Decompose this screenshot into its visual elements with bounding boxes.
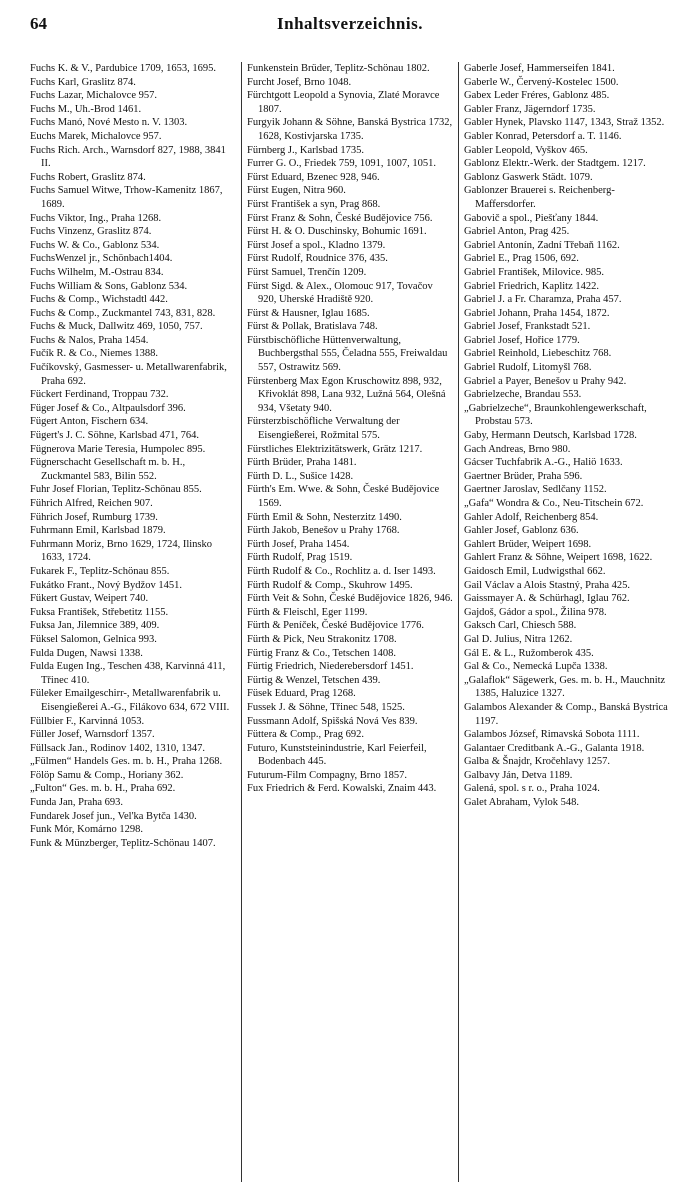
- index-entry: Fürst Sigd. & Alex., Olomouc 917, Tovačov 920, Uherské Hradiště 920.: [247, 280, 433, 306]
- index-entry: Fuchs & Comp., Zuckmantel 743, 831, 828.: [30, 307, 216, 319]
- index-entry: Gablonzer Brauerei s. Reichenberg-Maffersdorfer.: [464, 185, 615, 210]
- index-entry: Fuchs M., Uh.-Brod 1461.: [30, 103, 142, 115]
- index-entry: Gabriel Rudolf, Litomyšl 768.: [464, 362, 592, 374]
- index-entry: Fürtig Friedrich, Niederebersdorf 1451.: [247, 661, 414, 673]
- index-entry: Gabovič a spol., Piešťany 1844.: [464, 212, 599, 224]
- index-entry: Fuksa František, Střebetitz 1155.: [30, 606, 169, 618]
- index-entry: Fürst & Hausner, Iglau 1685.: [247, 307, 370, 319]
- index-entry: Fückert Ferdinand, Troppau 732.: [30, 389, 169, 401]
- index-entry: Gabriel Johann, Praha 1454, 1872.: [464, 307, 610, 319]
- index-entry: Fürst Josef a spol., Kladno 1379.: [247, 239, 386, 251]
- index-entry: Fuchs & Nalos, Praha 1454.: [30, 334, 149, 346]
- index-entry: Fuchs & Comp., Wichstadtl 442.: [30, 294, 168, 306]
- index-entry: „Galaflok“ Sägewerk, Ges. m. b. H., Mauchnitz 1385, Haluzice 1327.: [464, 674, 666, 700]
- index-entry: Fuchs Samuel Witwe, Trhow-Kamenitz 1867, 1689.: [30, 185, 223, 210]
- index-entry: Gácser Tuchfabrik A.-G., Haliö 1633.: [464, 457, 623, 469]
- index-entry: Fürth Jakob, Benešov u Prahy 1768.: [247, 525, 400, 537]
- index-entry: Funk & Münzberger, Teplitz-Schönau 1407.: [30, 837, 216, 849]
- index-entry: Fürth Brüder, Praha 1481.: [247, 457, 357, 469]
- index-entry: Galantaer Creditbank A.-G., Galanta 1918.: [464, 742, 645, 754]
- index-entry: Fundarek Josef jun., Vel'ka Bytča 1430.: [30, 810, 197, 822]
- index-entry: Gahlert Franz & Söhne, Weipert 1698, 1622.: [464, 552, 653, 564]
- index-entry: Gaby, Hermann Deutsch, Karlsbad 1728.: [464, 430, 637, 442]
- index-entry: Funk Mór, Komárno 1298.: [30, 824, 144, 836]
- index-entry: Fügert's J. C. Söhne, Karlsbad 471, 764.: [30, 430, 200, 442]
- index-entry: Gabler Hynek, Plavsko 1147, 1343, Straž 1352.: [464, 117, 665, 129]
- index-entry: Fussek J. & Söhne, Třinec 548, 1525.: [247, 701, 405, 713]
- index-entry: Fuchs Karl, Graslitz 874.: [30, 76, 136, 88]
- index-entry: Fuchs & Muck, Dallwitz 469, 1050, 757.: [30, 321, 203, 333]
- index-entry: Fürth Veit & Sohn, České Budějovice 1826, 946.: [247, 593, 453, 605]
- index-entry: Fürth Rudolf & Comp., Skuhrow 1495.: [247, 579, 413, 591]
- index-column-1: [30, 62, 236, 1182]
- index-entry: Gail Václav a Alois Stastný, Praha 425.: [464, 579, 631, 591]
- index-entry: Fürth & Pick, Neu Strakonitz 1708.: [247, 633, 397, 645]
- index-entry: Fürst Eduard, Bzenec 928, 946.: [247, 171, 380, 183]
- index-entry: Fürth Rudolf, Prag 1519.: [247, 552, 353, 564]
- index-entry: Füger Josef & Co., Altpaulsdorf 396.: [30, 402, 186, 414]
- index-entry: Fuchs Lazar, Michalovce 957.: [30, 90, 157, 102]
- index-entry: Fuchs Wilhelm, M.-Ostrau 834.: [30, 266, 164, 278]
- index-entry: Fuchs Robert, Graslitz 874.: [30, 171, 146, 183]
- index-entry: Galbavy Ján, Detva 1189.: [464, 769, 573, 781]
- index-entry: Fükert Gustav, Weipert 740.: [30, 593, 149, 605]
- index-entry: Gabrielzeche, Brandau 553.: [464, 389, 582, 401]
- column-divider: [241, 62, 242, 1182]
- index-entry: Gabriel Anton, Prag 425.: [464, 226, 570, 238]
- index-entry: Fürstenberg Max Egon Kruschowitz 898, 932, Křivoklát 898, Lana 932, Lužná 564, Olešná 934, Všetaty 940.: [247, 375, 446, 414]
- index-entry: Fürnberg J., Karlsbad 1735.: [247, 144, 365, 156]
- index-column-2: [247, 62, 453, 1182]
- index-entry: FuchsWenzel jr., Schönbach1404.: [30, 253, 173, 265]
- index-entry: Fulda Eugen Ing., Teschen 438, Karvinná 411, Třinec 410.: [30, 661, 226, 686]
- index-entry: Fürtig & Wenzel, Tetschen 439.: [247, 674, 381, 686]
- index-entry: Fürth & Fleischl, Eger 1199.: [247, 606, 368, 618]
- index-entry: Fürtig Franz & Co., Tetschen 1408.: [247, 647, 396, 659]
- index-entry: Gaberle W., Červený-Kostelec 1500.: [464, 76, 619, 88]
- index-entry: Fux Friedrich & Ferd. Kowalski, Znaim 443.: [247, 783, 437, 795]
- index-entry: Fuchs Manó, Nové Mesto n. V. 1303.: [30, 117, 188, 129]
- index-entry: Fučíkovský, Gasmesser- u. Metallwarenfabrik, Praha 692.: [30, 362, 227, 387]
- index-entry: „Fülmen“ Handels Ges. m. b. H., Praha 1268.: [30, 756, 223, 768]
- index-entry: Fukarek F., Teplitz-Schönau 855.: [30, 565, 170, 577]
- index-entry: Fürchtgott Leopold a Synovia, Zlaté Moravce 1807.: [247, 90, 440, 115]
- index-entry: Gal & Co., Nemecká Lupča 1338.: [464, 661, 608, 673]
- index-entry: Fürth's Em. Wwe. & Sohn, České Budějovice 1569.: [247, 484, 440, 509]
- index-entry: Führich Josef, Rumburg 1739.: [30, 511, 158, 523]
- index-entry: Futuro, Kunststeinindustrie, Karl Feierfeil, Bodenbach 445.: [247, 742, 427, 768]
- index-entry: Gabriel Josef, Hořice 1779.: [464, 334, 580, 346]
- index-entry: Futurum-Film Compagny, Brno 1857.: [247, 769, 408, 781]
- index-entry: Gabriel Reinhold, Liebeschitz 768.: [464, 348, 612, 360]
- column-divider: [458, 62, 459, 1182]
- page-number: 64: [30, 14, 47, 33]
- index-entry: Furcht Josef, Brno 1048.: [247, 76, 352, 88]
- index-entry: Gabler Konrad, Petersdorf a. T. 1146.: [464, 130, 622, 142]
- index-entry: Fuchs K. & V., Pardubice 1709, 1653, 1695.: [30, 63, 216, 74]
- index-entry: „Fulton“ Ges. m. b. H., Praha 692.: [30, 783, 176, 795]
- index-entry: Gablonz Gaswerk Städt. 1079.: [464, 171, 593, 183]
- index-entry: Gahlert Brüder, Weipert 1698.: [464, 538, 592, 550]
- index-entry: Gabriel J. a Fr. Charamza, Praha 457.: [464, 294, 622, 306]
- index-entry: Führich Alfred, Reichen 907.: [30, 498, 153, 509]
- index-entry: Euchs Marek, Michalovce 957.: [30, 130, 162, 142]
- index-entry: Gaidosch Emil, Ludwigsthal 662.: [464, 565, 606, 577]
- index-entry: Gabriel František, Milovice. 985.: [464, 266, 604, 278]
- index-columns: [30, 62, 670, 1182]
- index-entry: Furgyik Johann & Söhne, Banská Bystrica 1732, 1628, Kostivjarska 1735.: [247, 117, 453, 142]
- index-entry: Fürst Samuel, Trenčín 1209.: [247, 266, 367, 278]
- index-entry: Fulda Dugen, Nawsi 1338.: [30, 647, 143, 659]
- index-entry: Füttera & Comp., Prag 692.: [247, 729, 364, 741]
- index-column-3: [464, 62, 670, 1182]
- index-entry: Gaissmayer A. & Schürhagl, Iglau 762.: [464, 593, 630, 605]
- index-entry: Fürth & Peníček, České Budějovice 1776.: [247, 620, 425, 632]
- index-entry: Galba & Šnajdr, Kročehlavy 1257.: [464, 756, 610, 768]
- index-entry: Fuchs Viktor, Ing., Praha 1268.: [30, 212, 162, 224]
- index-entry: Füleker Emailgeschirr-, Metallwarenfabrik u. Eisengießerei A.-G., Filákovo 634, 672 VIII.: [30, 688, 230, 713]
- index-entry: Fürst Eugen, Nitra 960.: [247, 185, 346, 197]
- page-title: Inhaltsverzeichnis.: [277, 14, 423, 33]
- index-entry: Fuchs William & Sons, Gablonz 534.: [30, 280, 188, 292]
- index-entry: Gabriel E., Prag 1506, 692.: [464, 253, 579, 265]
- index-entry: Gahler Josef, Gablonz 636.: [464, 525, 579, 537]
- index-entry: Füller Josef, Warnsdorf 1357.: [30, 729, 155, 741]
- index-entry: Fügert Anton, Fischern 634.: [30, 416, 149, 428]
- index-entry: Fuhrmann Emil, Karlsbad 1879.: [30, 525, 166, 537]
- index-entry: Gabriel a Payer, Benešov u Prahy 942.: [464, 375, 627, 387]
- index-entry: Fussmann Adolf, Spišská Nová Ves 839.: [247, 715, 418, 727]
- index-entry: Gahler Adolf, Reichenberg 854.: [464, 511, 599, 523]
- index-entry: Fukátko Frant., Nový Bydžov 1451.: [30, 579, 182, 591]
- index-entry: Galená, spol. s r. o., Praha 1024.: [464, 783, 600, 795]
- index-entry: Füllbier F., Karvinná 1053.: [30, 715, 145, 727]
- index-entry: Fuhr Josef Florian, Teplitz-Schönau 855.: [30, 484, 202, 496]
- index-entry: Gaberle Josef, Hammerseifen 1841.: [464, 63, 615, 74]
- index-entry: „Gabrielzeche“, Braunkohlengewerkschaft, Probstau 573.: [464, 402, 647, 428]
- index-entry: Fürst H. & O. Duschinsky, Bohumic 1691.: [247, 226, 427, 238]
- index-entry: Fürsterzbischöfliche Verwaltung der Eisengießerei, Rožmital 575.: [247, 416, 400, 442]
- index-entry: Fügnerschacht Gesellschaft m. b. H., Zuckmantel 583, Bilin 552.: [30, 457, 186, 482]
- index-entry: Gajdoš, Gádor a spol., Žilina 978.: [464, 606, 607, 618]
- index-entry: Gabriel Josef, Frankstadt 521.: [464, 321, 591, 333]
- index-entry: „Gafa“ Wondra & Co., Neu-Titschein 672.: [464, 498, 644, 509]
- index-entry: Fürstliches Elektrizitätswerk, Grätz 1217.: [247, 443, 423, 455]
- index-entry: Gal D. Julius, Nitra 1262.: [464, 633, 573, 645]
- index-entry: Gaksch Carl, Chiesch 588.: [464, 620, 577, 632]
- index-entry: Füllsack Jan., Rodinov 1402, 1310, 1347.: [30, 742, 205, 754]
- index-entry: Furrer G. O., Friedek 759, 1091, 1007, 1051.: [247, 158, 436, 170]
- index-entry: Fuhrmann Moriz, Brno 1629, 1724, Ilinsko 1633, 1724.: [30, 538, 212, 564]
- index-entry: Gabriel Friedrich, Kaplitz 1422.: [464, 280, 600, 292]
- index-entry: Gach Andreas, Brno 980.: [464, 443, 571, 455]
- index-entry: Fuksa Jan, Jilemnice 389, 409.: [30, 620, 160, 632]
- index-entry: Funkenstein Brüder, Teplitz-Schönau 1802.: [247, 63, 430, 74]
- index-entry: Gaertner Brüder, Praha 596.: [464, 470, 583, 482]
- index-entry: Fürth D. L., Sušice 1428.: [247, 470, 354, 482]
- index-entry: Füsek Eduard, Prag 1268.: [247, 688, 356, 700]
- index-entry: Galet Abraham, Vylok 548.: [464, 797, 579, 809]
- index-entry: Gaertner Jaroslav, Sedlčany 1152.: [464, 484, 607, 496]
- index-entry: Fürst František a syn, Prag 868.: [247, 198, 381, 210]
- index-entry: Galambos József, Rimavská Sobota 1111.: [464, 729, 640, 741]
- index-entry: Gabex Leder Fréres, Gablonz 485.: [464, 90, 610, 102]
- index-entry: Funda Jan, Praha 693.: [30, 797, 124, 809]
- index-entry: Füksel Salomon, Gelnica 993.: [30, 633, 157, 645]
- index-entry: Galambos Alexander & Comp., Banská Bystrica 1197.: [464, 701, 668, 727]
- index-entry: Gablonz Elektr.-Werk. der Stadtgem. 1217.: [464, 158, 646, 170]
- index-entry: Gabriel Antonín, Zadní Třebaň 1162.: [464, 239, 620, 251]
- index-entry: Fuchs Rich. Arch., Warnsdorf 827, 1988, 3841 II.: [30, 144, 226, 170]
- index-entry: Fürst Rudolf, Roudnice 376, 435.: [247, 253, 388, 265]
- index-entry: Fürth Rudolf & Co., Rochlitz a. d. Iser 1493.: [247, 565, 436, 577]
- index-entry: Fürst & Pollak, Bratislava 748.: [247, 321, 378, 333]
- index-entry: Gál E. & L., Ružomberok 435.: [464, 647, 594, 659]
- index-entry: Fürstbischöfliche Hüttenverwaltung, Buchbergsthal 555, Čeladna 555, Freiwaldau 557, Ostrawitz 569.: [247, 334, 448, 374]
- index-entry: Fučík R. & Co., Niemes 1388.: [30, 348, 159, 360]
- index-entry: Fuchs W. & Co., Gablonz 534.: [30, 239, 160, 251]
- index-entry: Fürst Franz & Sohn, České Budějovice 756.: [247, 212, 433, 224]
- index-entry: Fuchs Vinzenz, Graslitz 874.: [30, 226, 152, 238]
- index-entry: Fölöp Samu & Comp., Horiany 362.: [30, 769, 184, 781]
- index-entry: Gabler Leopold, Vyškov 465.: [464, 144, 588, 156]
- index-entry: Fügnerova Marie Teresia, Humpolec 895.: [30, 443, 206, 455]
- index-entry: Fürth Josef, Praha 1454.: [247, 538, 350, 550]
- index-entry: Fürth Emil & Sohn, Nesterzitz 1490.: [247, 511, 402, 523]
- index-entry: Gabler Franz, Jägerndorf 1735.: [464, 103, 596, 115]
- page-header: [30, 14, 670, 42]
